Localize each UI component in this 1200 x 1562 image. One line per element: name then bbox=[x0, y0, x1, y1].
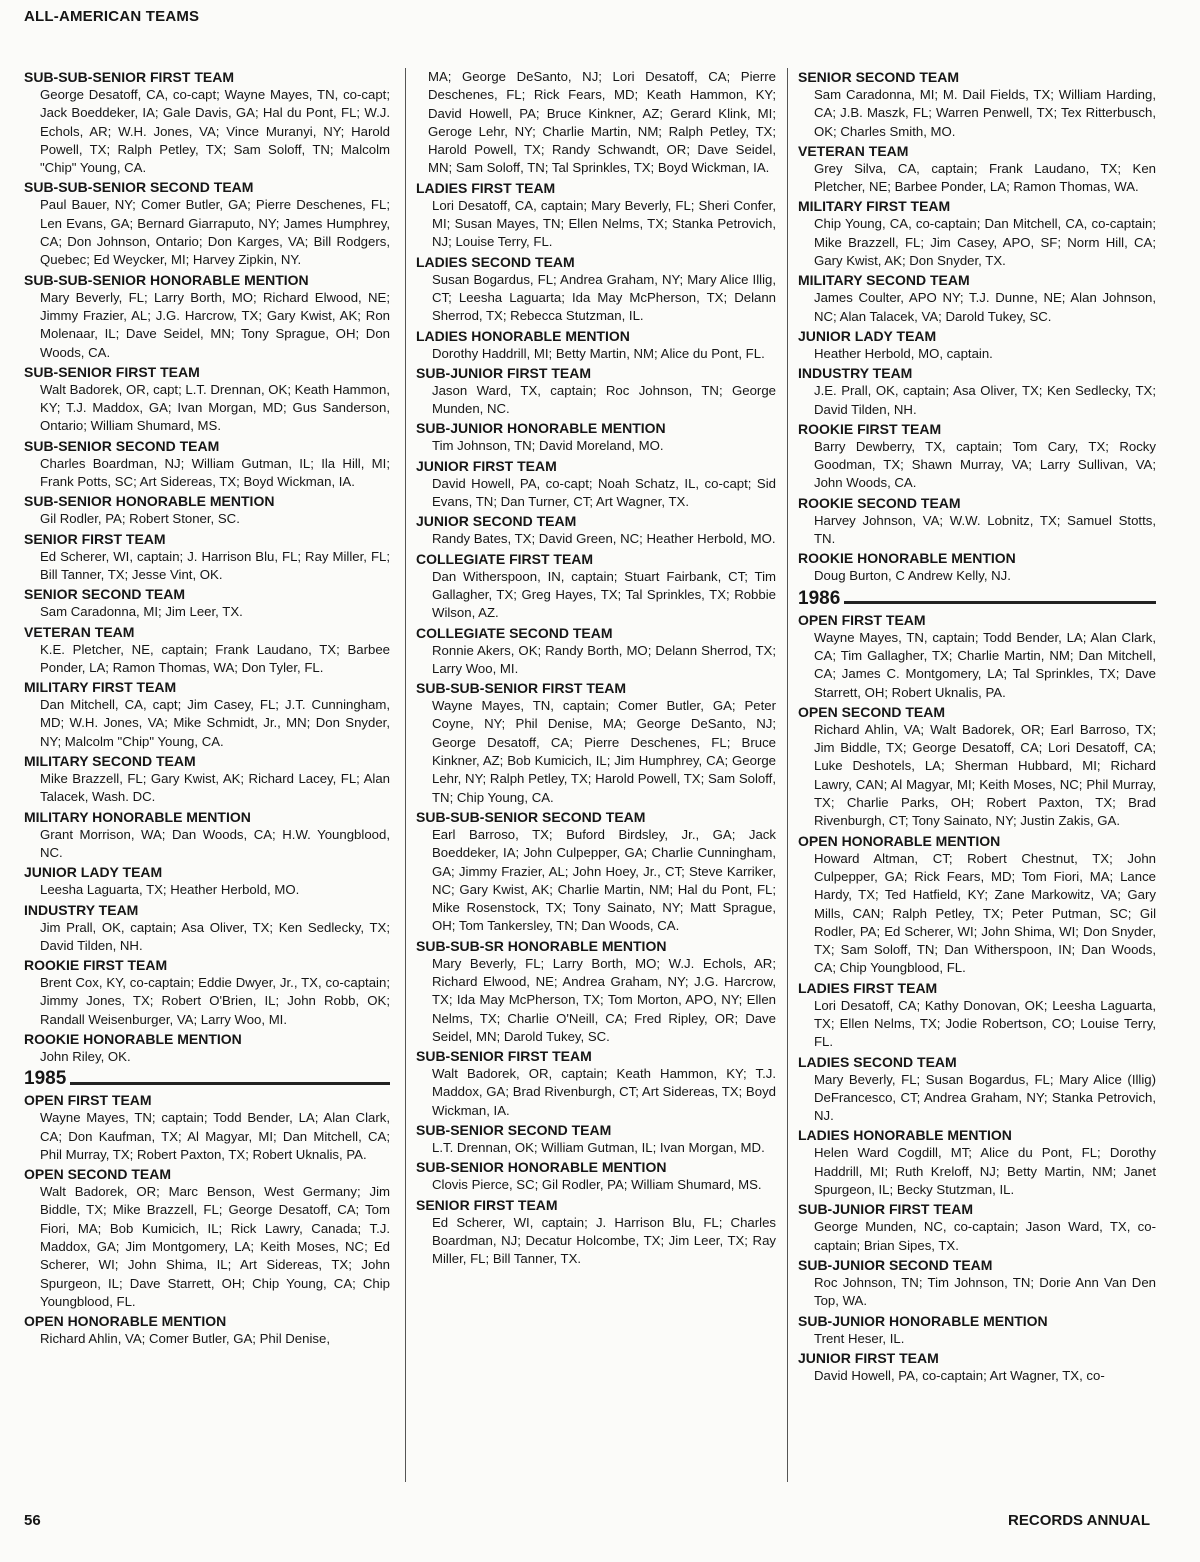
team-members: Trent Heser, IL. bbox=[814, 1330, 905, 1346]
team-members: Mary Beverly, FL; Larry Borth, MO; W.J. Echols, AR; Richard Elwood, NE; Andrea Graham, NY; J.G. Harcrow, TX; Ida May McPherson, TX; Tom Morton, APO, NY; Ellen Nelms, TX; Charlie O'Neill, CA; Fred Ripley, OR; Dave Seidel, MN; Darold Tukey, SC. bbox=[432, 955, 776, 1044]
team-section bbox=[416, 419, 776, 455]
year-divider bbox=[798, 588, 1156, 610]
team-heading: LADIES FIRST TEAM bbox=[416, 179, 556, 196]
team-members: Wayne Mayes, TN; captain; Todd Bender, LA; Alan Clark, CA; Don Kaufman, TX; Al Magyar, MI; Dan Mitchell, CA; Phil Murray, TX; Robert Paxton, TX; Robert Uknalis, PA. bbox=[40, 1110, 390, 1162]
team-heading: MILITARY SECOND TEAM bbox=[798, 272, 970, 289]
team-heading: OPEN FIRST TEAM bbox=[798, 611, 926, 628]
team-members: Earl Barroso, TX; Buford Birdsley, Jr., GA; Jack Boeddeker, IA; John Culpepper, GA; Charlie Cunningham, GA; Jimmy Frazier, AL; John Hoey, Jr., CT; Steve Karriker, NC; Gary Kwist, AK; Charlie Martin, NM; Hal du Pont, FL; Mike Rosenstock, TX; Tony Sainato, NY; Matt Sprague, OH; Tom Tankersley, TN; Dan Woods, CA. bbox=[432, 826, 776, 934]
team-members: Tim Johnson, TN; David Moreland, MO. bbox=[432, 438, 664, 454]
team-members: Doug Burton, C Andrew Kelly, NJ. bbox=[814, 568, 1011, 584]
team-section bbox=[416, 679, 776, 807]
team-members: Dan Mitchell, CA, capt; Jim Casey, FL; J.T. Cunningham, MD; W.H. Jones, VA; Mike Schmidt, Jr., MN; Don Snyder, NY; Malcolm "Chip" Young, CA. bbox=[40, 697, 390, 749]
team-members: Randy Bates, TX; David Green, NC; Heather Herbold, MO. bbox=[432, 531, 776, 547]
team-section bbox=[24, 178, 390, 269]
team-section bbox=[798, 549, 1156, 585]
team-heading: JUNIOR LADY TEAM bbox=[798, 327, 937, 344]
column-2 bbox=[416, 68, 776, 1270]
team-section bbox=[24, 623, 390, 678]
team-section bbox=[416, 68, 776, 178]
team-section bbox=[798, 364, 1156, 419]
team-section bbox=[798, 1200, 1156, 1255]
team-heading: LADIES FIRST TEAM bbox=[798, 979, 938, 996]
team-members: Chip Young, CA, co-captain; Dan Mitchell, CA, co-captain; Mike Brazzell, FL; Jim Casey, APO, SF; Norm Hill, CA; Gary Kwist, AK; Don Snyder, TX. bbox=[814, 216, 1156, 269]
team-members: Barry Dewberry, TX, captain; Tom Cary, TX; Rocky Goodman, TX; Shawn Murray, VA; Larry Sullivan, VA; John Woods, CA. bbox=[814, 438, 1156, 491]
column-divider bbox=[787, 68, 788, 1482]
team-section bbox=[798, 832, 1156, 978]
team-section bbox=[416, 1121, 776, 1157]
team-members: John Riley, OK. bbox=[40, 1048, 131, 1064]
team-heading: SENIOR FIRST TEAM bbox=[24, 530, 166, 547]
team-heading: MILITARY FIRST TEAM bbox=[798, 198, 951, 215]
team-heading: INDUSTRY TEAM bbox=[24, 901, 139, 918]
team-heading: JUNIOR FIRST TEAM bbox=[798, 1349, 939, 1366]
team-heading: VETERAN TEAM bbox=[24, 623, 135, 640]
team-members: Howard Altman, CT; Robert Chestnut, TX; John Culpepper, GA; Rick Fears, MD; Tom Fiori, MA; Lance Hardy, TX; Ted Hatfield, KY; Zane Markowitz, VA; Gary Mills, CAN; Ralph Petley, TX; Peter Putman, SC; Gil Rodler, PA; Ed Scherer, WI; John Shima, WI; Don Snyder, TX; Sam Soloff, TN; Dan Witherspoon, IN; Dan Woods, CA; Chip Youngblood, FL. bbox=[814, 850, 1156, 976]
team-members: K.E. Pletcher, NE, captain; Frank Laudano, TX; Barbee Ponder, LA; Ramon Thomas, WA; Don Tyler, FL. bbox=[40, 641, 390, 675]
page-number: 56 bbox=[24, 1512, 41, 1529]
team-heading: LADIES SECOND TEAM bbox=[416, 253, 575, 270]
team-members: Roc Johnson, TN; Tim Johnson, TN; Dorie Ann Van Den Top, WA. bbox=[814, 1274, 1156, 1309]
team-section bbox=[798, 1053, 1156, 1126]
year-rule bbox=[70, 1082, 390, 1085]
team-members: Richard Ahlin, VA; Walt Badorek, OR; Earl Barroso, TX; Jim Biddle, TX; George Desatoff, CA; Lori Desatoff, CA; Luke Deshotels, LA; Sherman Hubbard, MI; Richard Lawry, CAN; Al Magyar, MI; Keith Moses, NC; Phil Murray, TX; Charlie Parks, OH; Robert Paxton, TX; Brad Rivenburgh, CT; Tony Sainato, NY; Justin Zakis, GA. bbox=[814, 721, 1156, 829]
team-members: Helen Ward Cogdill, MT; Alice du Pont, FL; Dorothy Haddrill, MI; Ruth Kreloff, NJ; Betty Martin, NM; Janet Spurgeon, IL; Becky Stutzman, IL. bbox=[814, 1145, 1156, 1198]
year-divider bbox=[24, 1068, 390, 1090]
team-section bbox=[24, 808, 390, 863]
team-members: Ed Scherer, WI, captain; J. Harrison Blu, FL; Ray Miller, FL; Bill Tanner, TX; Jesse Vint, OK. bbox=[40, 548, 390, 582]
team-members: Jason Ward, TX, captain; Roc Johnson, TN; George Munden, NC. bbox=[432, 382, 776, 417]
team-section bbox=[798, 271, 1156, 326]
team-heading: SUB-SUB-SENIOR HONORABLE MENTION bbox=[24, 271, 309, 288]
team-members: Walt Badorek, OR, capt; L.T. Drennan, OK; Keath Hammon, KY; T.J. Maddox, GA; Ivan Morgan, MD; Gus Sanderson, Ontario; William Shumard, MS. bbox=[40, 381, 390, 434]
team-section bbox=[24, 585, 390, 621]
team-section bbox=[416, 512, 776, 548]
team-members: Dorothy Haddrill, MI; Betty Martin, NM; Alice du Pont, FL. bbox=[432, 345, 765, 361]
team-heading: SUB-SENIOR HONORABLE MENTION bbox=[24, 493, 275, 510]
team-members: Heather Herbold, MO, captain. bbox=[814, 345, 993, 361]
team-members: MA; George DeSanto, NJ; Lori Desatoff, CA; Pierre Deschenes, FL; Rick Fears, MD; Keath Hammon, KY; David Howell, PA; Bruce Kinkner, AZ; Gerard Klink, MI; Geroge Lehr, NY; Charlie Martin, NM; Ralph Petley, TX; Harold Powell, TX; Randy Schwandt, OR; Dave Seidel, MN; Sam Soloff, TN; Tal Sprinkles, TX; Boyd Wickman, IA. bbox=[428, 69, 776, 176]
column-3 bbox=[798, 68, 1156, 1386]
team-section bbox=[416, 550, 776, 623]
team-section bbox=[416, 1196, 776, 1269]
publication-title: RECORDS ANNUAL bbox=[1008, 1512, 1150, 1529]
team-members: Ed Scherer, WI, captain; J. Harrison Blu, FL; Charles Boardman, NJ; Decatur Holcombe, TX; Jim Leer, TX; Ray Miller, FL; Bill Tanner, TX. bbox=[432, 1214, 776, 1267]
column-1 bbox=[24, 68, 390, 1350]
team-heading: SUB-SUB-SENIOR FIRST TEAM bbox=[24, 69, 234, 85]
year-heading: 1986 bbox=[798, 587, 841, 609]
team-members: Brent Cox, KY, co-captain; Eddie Dwyer, Jr., TX, co-captain; Jimmy Jones, TX; Robert O'Brien, IL; John Robb, OK; Randall Weisenburger, VA; Larry Woo, MI. bbox=[40, 975, 390, 1027]
team-heading: SUB-SUB-SENIOR SECOND TEAM bbox=[24, 179, 254, 196]
team-section bbox=[416, 253, 776, 326]
team-members: Charles Boardman, NJ; William Gutman, IL; Ila Hill, MI; Frank Potts, SC; Art Sidereas, TX; Boyd Wickman, IA. bbox=[40, 455, 390, 490]
team-section bbox=[798, 327, 1156, 363]
team-heading: OPEN FIRST TEAM bbox=[24, 1092, 152, 1109]
year-rule bbox=[844, 601, 1156, 604]
team-heading: ROOKIE FIRST TEAM bbox=[798, 420, 942, 437]
team-heading: SUB-JUNIOR FIRST TEAM bbox=[416, 364, 591, 381]
team-heading: VETERAN TEAM bbox=[798, 142, 909, 159]
team-heading: ROOKIE HONORABLE MENTION bbox=[24, 1030, 242, 1047]
team-section bbox=[24, 1312, 390, 1348]
team-section bbox=[416, 937, 776, 1046]
team-section bbox=[24, 752, 390, 807]
team-members: Susan Bogardus, FL; Andrea Graham, NY; Mary Alice Illig, CT; Leesha Laguarta; Ida May McPherson, TX; Delann Sherrod, TX; Rebecca Stutzman, IL. bbox=[432, 271, 776, 324]
team-heading: SUB-SENIOR FIRST TEAM bbox=[24, 363, 200, 380]
team-section bbox=[416, 1158, 776, 1194]
team-section bbox=[798, 1349, 1156, 1385]
team-heading: SUB-JUNIOR SECOND TEAM bbox=[798, 1256, 993, 1273]
team-members: David Howell, PA, co-capt; Noah Schatz, IL, co-capt; Sid Evans, TN; Dan Turner, CT; Art Wagner, TX. bbox=[432, 475, 776, 510]
page-header: ALL-AMERICAN TEAMS bbox=[24, 8, 200, 25]
team-members: Lori Desatoff, CA; Kathy Donovan, OK; Leesha Laguarta, TX; Ellen Nelms, TX; Jodie Robertson, CO; Louise Terry, FL. bbox=[814, 997, 1156, 1050]
team-members: Ronnie Akers, OK; Randy Borth, MO; Delann Sherrod, TX; Larry Woo, MI. bbox=[432, 642, 776, 676]
team-heading: SUB-JUNIOR HONORABLE MENTION bbox=[416, 420, 666, 437]
team-section bbox=[416, 364, 776, 419]
team-heading: MILITARY SECOND TEAM bbox=[24, 753, 196, 770]
column-divider bbox=[405, 68, 406, 1482]
team-section bbox=[24, 901, 390, 956]
team-heading: LADIES SECOND TEAM bbox=[798, 1053, 957, 1070]
team-members: Paul Bauer, NY; Comer Butler, GA; Pierre Deschenes, FL; Len Evans, GA; Bernard Giarraputo, NY; James Humphrey, CA; Don Johnson, Ontario; Don Karges, VA; Bill Rodgers, Quebec; Ed Weycker, MI; Harvey Zipkin, NY. bbox=[40, 197, 390, 268]
team-section bbox=[798, 611, 1156, 702]
team-section bbox=[798, 197, 1156, 270]
team-members: Clovis Pierce, SC; Gil Rodler, PA; William Shumard, MS. bbox=[432, 1177, 762, 1193]
team-section bbox=[798, 979, 1156, 1052]
team-heading: OPEN SECOND TEAM bbox=[24, 1166, 172, 1183]
team-heading: SUB-SENIOR SECOND TEAM bbox=[416, 1122, 612, 1139]
team-heading: OPEN HONORABLE MENTION bbox=[798, 832, 1001, 849]
team-section bbox=[24, 863, 390, 899]
team-section bbox=[24, 68, 390, 177]
team-members: Mary Beverly, FL; Larry Borth, MO; Richard Elwood, NE; Jimmy Frazier, AL; J.G. Harcrow, TX; Gary Kwist, AK; Ron Molenaar, IL; Dave Seidel, MN; Tony Sprague, OH; Don Woods, CA. bbox=[40, 289, 390, 360]
team-heading: SENIOR SECOND TEAM bbox=[24, 586, 186, 603]
team-members: George Desatoff, CA, co-capt; Wayne Mayes, TN, co-capt; Jack Boeddeker, IA; Gale Davis, GA; Hal du Pont, FL; W.J. Echols, AR; W.H. Jones, VA; Vince Muranyi, NY; Harold Powell, TX; Ralph Petley, TX; Sam Soloff, TN; Malcolm "Chip" Young, CA. bbox=[40, 87, 390, 176]
team-members: Walt Badorek, OR, captain; Keath Hammon, KY; T.J. Maddox, GA; Brad Rivenburgh, CT; Art Sidereas, TX; Boyd Wickman, IA. bbox=[432, 1066, 776, 1118]
team-members: Grant Morrison, WA; Dan Woods, CA; H.W. Youngblood, NC. bbox=[40, 826, 390, 860]
team-heading: ROOKIE FIRST TEAM bbox=[24, 957, 168, 974]
team-heading: SUB-SENIOR SECOND TEAM bbox=[24, 437, 220, 454]
team-heading: JUNIOR LADY TEAM bbox=[24, 864, 163, 881]
team-section bbox=[416, 327, 776, 363]
team-members: Richard Ahlin, VA; Comer Butler, GA; Phil Denise, bbox=[40, 1331, 331, 1347]
team-section bbox=[24, 363, 390, 436]
team-section bbox=[24, 1091, 390, 1164]
team-heading: OPEN SECOND TEAM bbox=[798, 703, 946, 720]
team-section bbox=[416, 624, 776, 679]
team-heading: SUB-SENIOR FIRST TEAM bbox=[416, 1048, 592, 1065]
team-members: J.E. Prall, OK, captain; Asa Oliver, TX; Ken Sedlecky, TX; David Tilden, NH. bbox=[814, 383, 1156, 417]
team-section bbox=[24, 492, 390, 528]
team-section bbox=[24, 271, 390, 362]
team-heading: INDUSTRY TEAM bbox=[798, 365, 913, 382]
team-section bbox=[798, 494, 1156, 549]
team-heading: JUNIOR SECOND TEAM bbox=[416, 513, 577, 530]
team-members: Leesha Laguarta, TX; Heather Herbold, MO. bbox=[40, 882, 300, 898]
team-heading: MILITARY HONORABLE MENTION bbox=[24, 808, 251, 825]
team-section bbox=[798, 703, 1156, 831]
team-heading: LADIES HONORABLE MENTION bbox=[798, 1127, 1012, 1144]
team-members: David Howell, PA, co-captain; Art Wagner, TX, co- bbox=[814, 1367, 1105, 1383]
team-members: L.T. Drennan, OK; William Gutman, IL; Ivan Morgan, MD. bbox=[432, 1140, 765, 1156]
team-heading: COLLEGIATE SECOND TEAM bbox=[416, 624, 613, 641]
team-heading: SUB-SUB-SR HONORABLE MENTION bbox=[416, 937, 667, 954]
team-members: Harvey Johnson, VA; W.W. Lobnitz, TX; Samuel Stotts, TN. bbox=[814, 512, 1156, 547]
team-heading: LADIES HONORABLE MENTION bbox=[416, 327, 630, 344]
team-members: Mike Brazzell, FL; Gary Kwist, AK; Richard Lacey, FL; Alan Talacek, Wash. DC. bbox=[40, 771, 390, 805]
team-members: Mary Beverly, FL; Susan Bogardus, FL; Mary Alice (Illig) DeFrancesco, CT; Andrea Graham, NY; Stanka Petrovich, NJ. bbox=[814, 1071, 1156, 1124]
team-members: George Munden, NC, co-captain; Jason Ward, TX, co-captain; Brian Sipes, TX. bbox=[814, 1219, 1156, 1253]
team-members: Wayne Mayes, TN, captain; Todd Bender, LA; Alan Clark, CA; Tim Gallagher, TX; Charlie Martin, NM; Dan Mitchell, CA; James C. Montgomery, LA; Tal Sprinkles, TX; Dave Starrett, OH; Robert Uknalis, PA. bbox=[814, 629, 1156, 700]
team-members: Gil Rodler, PA; Robert Stoner, SC. bbox=[40, 511, 240, 527]
team-section bbox=[798, 1256, 1156, 1311]
team-heading: SUB-SUB-SENIOR SECOND TEAM bbox=[416, 808, 646, 825]
team-section bbox=[416, 179, 776, 252]
team-heading: COLLEGIATE FIRST TEAM bbox=[416, 550, 594, 567]
team-heading: SUB-JUNIOR HONORABLE MENTION bbox=[798, 1312, 1048, 1329]
team-heading: SUB-SENIOR HONORABLE MENTION bbox=[416, 1159, 667, 1176]
team-members: Grey Silva, CA, captain; Frank Laudano, TX; Ken Pletcher, NE; Barbee Ponder, LA; Ramon Thomas, WA. bbox=[814, 160, 1156, 195]
team-heading: ROOKIE HONORABLE MENTION bbox=[798, 550, 1016, 567]
team-section bbox=[24, 956, 390, 1029]
team-section bbox=[416, 808, 776, 936]
team-heading: JUNIOR FIRST TEAM bbox=[416, 457, 557, 474]
year-heading: 1985 bbox=[24, 1068, 67, 1090]
team-section bbox=[24, 530, 390, 585]
team-section bbox=[24, 1030, 390, 1066]
team-section bbox=[24, 678, 390, 751]
team-members: Dan Witherspoon, IN, captain; Stuart Fairbank, CT; Tim Gallagher, TX; Greg Hayes, TX; Tal Sprinkles, TX; Robbie Wilson, AZ. bbox=[432, 568, 776, 621]
team-section bbox=[416, 1047, 776, 1120]
team-heading: SUB-SUB-SENIOR FIRST TEAM bbox=[416, 680, 626, 697]
team-members: James Coulter, APO NY; T.J. Dunne, NE; Alan Johnson, NC; Alan Talacek, VA; Darold Tukey, SC. bbox=[814, 290, 1156, 324]
team-section bbox=[24, 437, 390, 492]
team-section bbox=[416, 457, 776, 512]
team-members: Sam Caradonna, MI; M. Dail Fields, TX; William Harding, CA; J.B. Maszk, FL; Warren Penwell, TX; Tex Ritterbusch, OK; Charles Smith, MO. bbox=[814, 87, 1156, 139]
team-section bbox=[24, 1165, 390, 1311]
team-heading: SUB-JUNIOR FIRST TEAM bbox=[798, 1201, 973, 1218]
team-heading: SENIOR FIRST TEAM bbox=[416, 1196, 558, 1213]
team-members: Lori Desatoff, CA, captain; Mary Beverly, FL; Sheri Confer, MI; Susan Mayes, TN; Ellen Nelms, TX; Stanka Petrovich, NJ; Louise Terry, FL. bbox=[432, 197, 776, 250]
team-members: Sam Caradonna, MI; Jim Leer, TX. bbox=[40, 604, 243, 620]
team-heading: OPEN HONORABLE MENTION bbox=[24, 1313, 227, 1330]
team-heading: ROOKIE SECOND TEAM bbox=[798, 494, 961, 511]
team-members: Wayne Mayes, TN, captain; Comer Butler, GA; Peter Coyne, NY; Phil Denise, MA; George DeSanto, NJ; George Desatoff, CA; Pierre Deschenes, FL; Bruce Kinkner, AZ; Bob Kumicich, IL; Jim Humphrey, CA; George Lehr, NY; Ralph Petley, TX; Harold Powell, TX; Sam Soloff, TN; Chip Young, CA. bbox=[432, 698, 776, 805]
team-section bbox=[798, 1312, 1156, 1348]
team-heading: MILITARY FIRST TEAM bbox=[24, 679, 177, 696]
team-section bbox=[798, 68, 1156, 141]
team-heading: SENIOR SECOND TEAM bbox=[798, 69, 960, 85]
team-section bbox=[798, 1126, 1156, 1199]
team-members: Jim Prall, OK, captain; Asa Oliver, TX; Ken Sedlecky, TX; David Tilden, NH. bbox=[40, 919, 390, 953]
team-members: Walt Badorek, OR; Marc Benson, West Germany; Jim Biddle, TX; Mike Brazzell, FL; George Desatoff, CA; Tom Fiori, MA; Bob Kumicich, IL; Rick Lawry, Canada; T.J. Maddox, GA; Jim Montgomery, LA; Keith Moses, NC; Ed Scherer, WI; John Shima, IL; Art Sidereas, TX; John Spurgeon, IL; Dave Starrett, OH; Chip Young, CA; Chip Youngblood, FL. bbox=[40, 1184, 390, 1309]
team-section bbox=[798, 142, 1156, 197]
team-section bbox=[798, 420, 1156, 493]
